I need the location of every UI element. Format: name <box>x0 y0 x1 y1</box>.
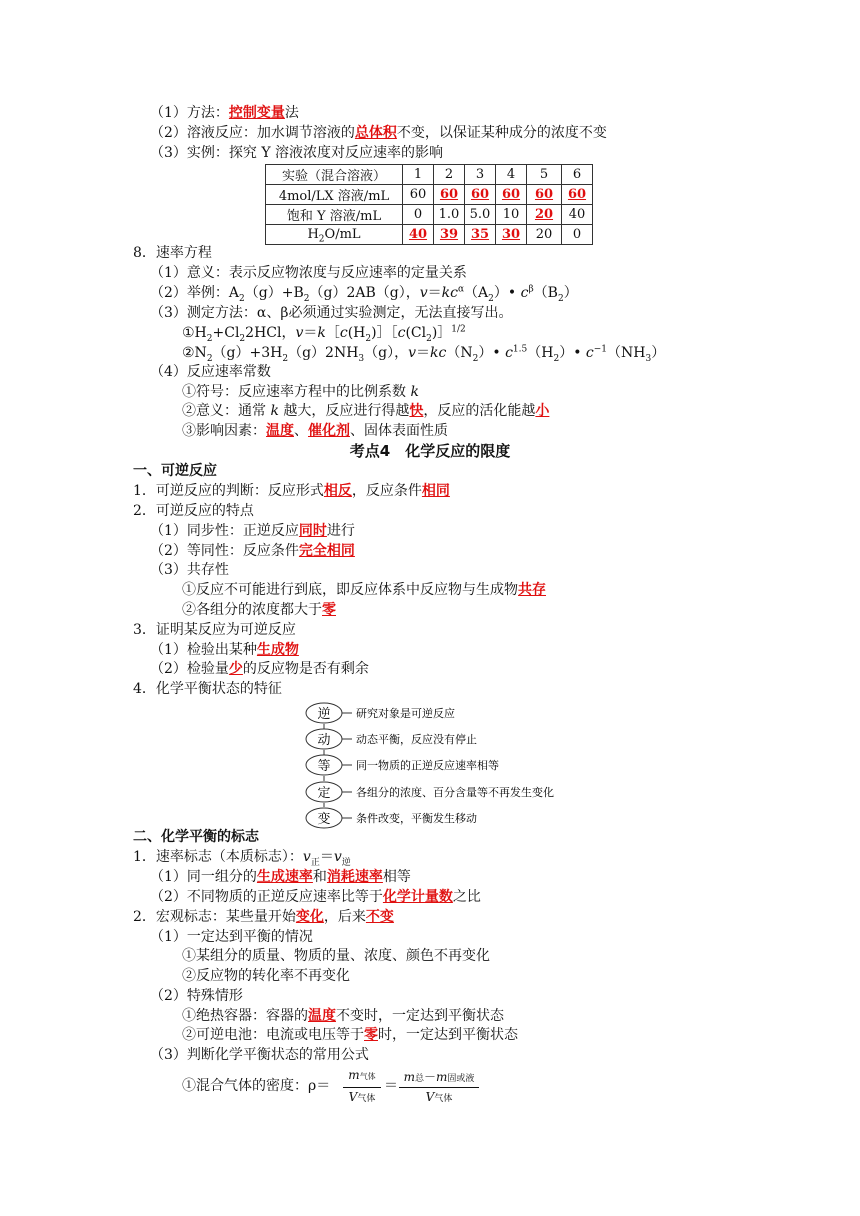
experiment-table <box>265 164 593 245</box>
sure-line-2: ②反应物的转化率不再变化 <box>182 968 350 984</box>
rate-eq-example: （2）举例：$A_2(g)+B_2(g)2AB(g)$，$v=kc^\alpha(A_2)•$ $c^\beta(B_2)$ <box>150 284 578 304</box>
svg-text:各组分的浓度、百分含量等不再发生变化: 各组分的浓度、百分含量等不再发生变化 <box>356 786 554 799</box>
svg-text:变: 变 <box>317 812 331 827</box>
heading-equilibrium-marks: 二、化学平衡的标志 <box>133 829 259 845</box>
coexist-line-2: ②各组分的浓度都大于零 <box>182 602 336 618</box>
rate-constant-meaning: ②意义：通常 k 越大，反应进行得越快，反应的活化能越小 <box>182 403 550 419</box>
rate-constant-symbol: ①符号：反应速率方程中的比例系数 k <box>182 384 419 400</box>
rate-constant-factors: ③影响因素：温度、催化剂、固体表面性质 <box>182 423 448 439</box>
prove-heading: 3．证明某反应为可逆反应 <box>133 622 296 638</box>
prove-line-1: （1）检验出某种生成物 <box>150 642 299 658</box>
rate-eq-nh3: $②N_2(g)+3H_2(g)2NH_3(g)$，$v=kc(N_2)•$ $c^{1.5}(H_2)•$ $c^{-1}(NH_3)$ <box>182 344 666 364</box>
sure-heading: （1）一定达到平衡的情况 <box>150 929 313 945</box>
sync-line: （1）同步性：正逆反应同时进行 <box>150 523 355 539</box>
coexist-heading: （3）共存性 <box>150 562 229 578</box>
svg-text:条件改变，平衡发生移动: 条件改变，平衡发生移动 <box>356 812 477 825</box>
fraction-1-denominator: V气体 <box>348 1090 376 1104</box>
rate-mark-line: 1．速率标志（本质标志）：$v_正=v_逆$ <box>133 849 351 868</box>
diagram-item <box>306 755 499 775</box>
table-row: $H_2O/mL$ 40 39 35 30 20 0 <box>266 225 593 245</box>
fraction-2-numerator: m总－m固或液 <box>403 1070 475 1084</box>
heading-reversible: 一、可逆反应 <box>133 463 217 479</box>
diagram-item <box>306 782 554 802</box>
equilibrium-features-diagram <box>300 700 570 832</box>
fraction-2-denominator: V气体 <box>425 1090 453 1104</box>
judge-line: 1．可逆反应的判断：反应形式相反，反应条件相同 <box>133 483 450 499</box>
svg-text:动态平衡，反应没有停止: 动态平衡，反应没有停止 <box>356 733 477 746</box>
svg-text:逆: 逆 <box>317 707 331 722</box>
special-line-1: ①绝热容器：容器的温度不变时，一定达到平衡状态 <box>182 1008 504 1024</box>
special-heading: （2）特殊情形 <box>150 988 243 1004</box>
fraction-1-numerator: m气体 <box>348 1068 376 1082</box>
diagram-item <box>306 808 477 828</box>
fraction-1-line <box>343 1087 381 1088</box>
special-line-2: ②可逆电池：电流或电压等于零时，一定达到平衡状态 <box>182 1027 518 1043</box>
svg-text:研究对象是可逆反应: 研究对象是可逆反应 <box>356 707 455 720</box>
fraction-2-line <box>399 1087 479 1088</box>
eq-feature-heading: 4．化学平衡状态的特征 <box>133 681 282 697</box>
svg-text:动: 动 <box>317 733 331 748</box>
equals-sign: ＝ <box>384 1078 398 1094</box>
diagram-item <box>306 729 477 749</box>
svg-text:定: 定 <box>317 786 331 801</box>
svg-text:等: 等 <box>317 759 331 774</box>
table-row: 饱和 Y 溶液/mL 0 1.0 5.0 10 20 40 <box>266 205 593 225</box>
section-title: 考点4 化学反应的限度 <box>349 442 511 460</box>
rate-eq-heading: 8．速率方程 <box>133 245 212 261</box>
example-line: （3）实例：探究 Y 溶液浓度对反应速率的影响 <box>150 145 444 161</box>
equal-line: （2）等同性：反应条件完全相同 <box>150 543 355 559</box>
rate-eq-measure: （3）测定方法：α、β必须通过实验测定，无法直接写出。 <box>150 305 513 321</box>
sure-line-1: ①某组分的质量、物质的量、浓度、颜色不再变化 <box>182 948 490 964</box>
method-line: （1）方法：控制变量法 <box>150 105 299 121</box>
table-row: 4mol/LX 溶液/mL 60 60 60 60 60 60 <box>266 185 593 205</box>
prove-line-2: （2）检验量少的反应物是否有剩余 <box>150 661 369 677</box>
rate-eq-meaning: （1）意义：表示反应物浓度与反应速率的定量关系 <box>150 265 467 281</box>
coexist-line-1: ①反应不可能进行到底，即反应体系中反应物与生成物共存 <box>182 582 546 598</box>
diagram-item <box>306 703 455 723</box>
rate-mark-2: （2）不同物质的正逆反应速率比等于化学计量数之比 <box>150 889 481 905</box>
formula-heading: （3）判断化学平衡状态的常用公式 <box>150 1047 369 1063</box>
svg-text:同一物质的正逆反应速率相等: 同一物质的正逆反应速率相等 <box>356 759 499 772</box>
macro-mark-line: 2．宏观标志：某些量开始变化，后来不变 <box>133 909 394 925</box>
rate-constant-heading: （4）反应速率常数 <box>150 364 271 380</box>
h2o-label: $H_2O/mL$ <box>266 225 403 245</box>
feature-heading: 2．可逆反应的特点 <box>133 503 254 519</box>
table-header-row: 实验（混合溶液） 1 2 3 4 5 6 <box>266 165 593 185</box>
solution-line: （2）溶液反应：加水调节溶液的总体积不变，以保证某种成分的浓度不变 <box>150 125 607 141</box>
rate-mark-1: （1）同一组分的生成速率和消耗速率相等 <box>150 869 411 885</box>
rate-eq-h2cl2: $①H_2+Cl_22HCl$，$v=k[c(H_2)][c(Cl_2)]^{1/2}$ <box>182 324 466 344</box>
density-formula-label: ①混合气体的密度：ρ＝ <box>182 1078 331 1094</box>
